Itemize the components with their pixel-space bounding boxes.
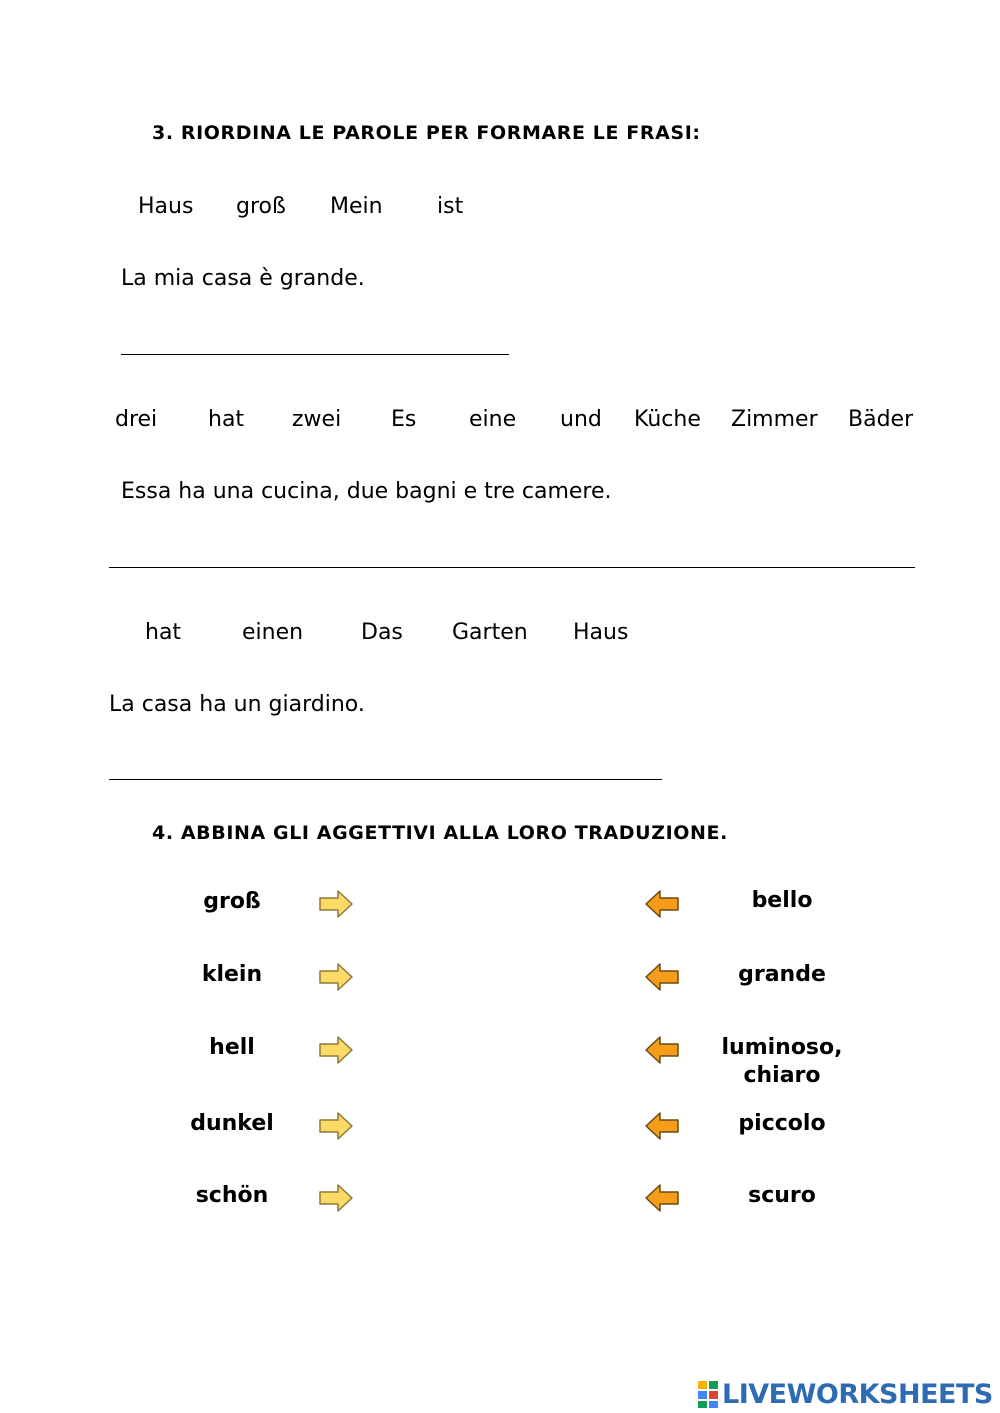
word-tile[interactable]: groß (236, 194, 286, 219)
arrow-right-icon[interactable] (318, 961, 354, 993)
liveworksheets-logo (697, 1376, 993, 1412)
answer-line[interactable] (109, 779, 662, 780)
exercise-3-heading: 3. RIORDINA LE PAROLE PER FORMARE LE FRASI: (152, 122, 701, 144)
word-tile[interactable]: Küche (634, 407, 701, 432)
word-tile[interactable]: drei (115, 407, 158, 432)
word-tile[interactable]: Bäder (848, 407, 914, 432)
word-tile[interactable]: und (560, 407, 602, 432)
translation-sentence: La mia casa è grande. (121, 266, 365, 291)
word-tile[interactable]: Garten (452, 620, 528, 645)
italian-translation: bello (751, 888, 813, 913)
word-tile[interactable]: Haus (573, 620, 629, 645)
word-tile[interactable]: Mein (330, 194, 383, 219)
translation-sentence: La casa ha un giardino. (109, 692, 365, 717)
word-tile[interactable]: eine (469, 407, 517, 432)
german-adjective: hell (209, 1035, 255, 1060)
liveworksheets-logo-icon (697, 1379, 719, 1409)
italian-translation: scuro (748, 1183, 816, 1208)
italian-translation: piccolo (738, 1111, 826, 1136)
german-adjective: schön (195, 1183, 269, 1208)
word-tile[interactable]: zwei (292, 407, 342, 432)
german-adjective: klein (201, 962, 263, 987)
word-tile[interactable]: hat (208, 407, 245, 432)
italian-translation: luminoso, chiaro (721, 1035, 843, 1088)
word-tile[interactable]: Haus (138, 194, 194, 219)
liveworksheets-logo-text: LIVEWORKSHEETS (722, 1378, 993, 1410)
arrow-right-icon[interactable] (318, 1034, 354, 1066)
arrow-right-icon[interactable] (318, 888, 354, 920)
arrow-left-icon[interactable] (644, 1110, 680, 1142)
word-tile[interactable]: Es (391, 407, 417, 432)
word-tile[interactable]: einen (242, 620, 304, 645)
arrow-left-icon[interactable] (644, 1182, 680, 1214)
arrow-left-icon[interactable] (644, 961, 680, 993)
word-tile[interactable]: ist (437, 194, 464, 219)
arrow-right-icon[interactable] (318, 1182, 354, 1214)
italian-translation: grande (738, 962, 826, 987)
german-adjective: dunkel (190, 1111, 274, 1136)
word-tile[interactable]: Das (361, 620, 403, 645)
arrow-left-icon[interactable] (644, 1034, 680, 1066)
answer-line[interactable] (109, 567, 915, 568)
word-tile[interactable]: Zimmer (731, 407, 818, 432)
german-adjective: groß (203, 889, 261, 914)
translation-sentence: Essa ha una cucina, due bagni e tre camere. (121, 479, 612, 504)
answer-line[interactable] (121, 354, 509, 355)
exercise-4-heading: 4. ABBINA GLI AGGETTIVI ALLA LORO TRADUZIONE. (152, 822, 728, 844)
arrow-left-icon[interactable] (644, 888, 680, 920)
arrow-right-icon[interactable] (318, 1110, 354, 1142)
word-tile[interactable]: hat (145, 620, 182, 645)
